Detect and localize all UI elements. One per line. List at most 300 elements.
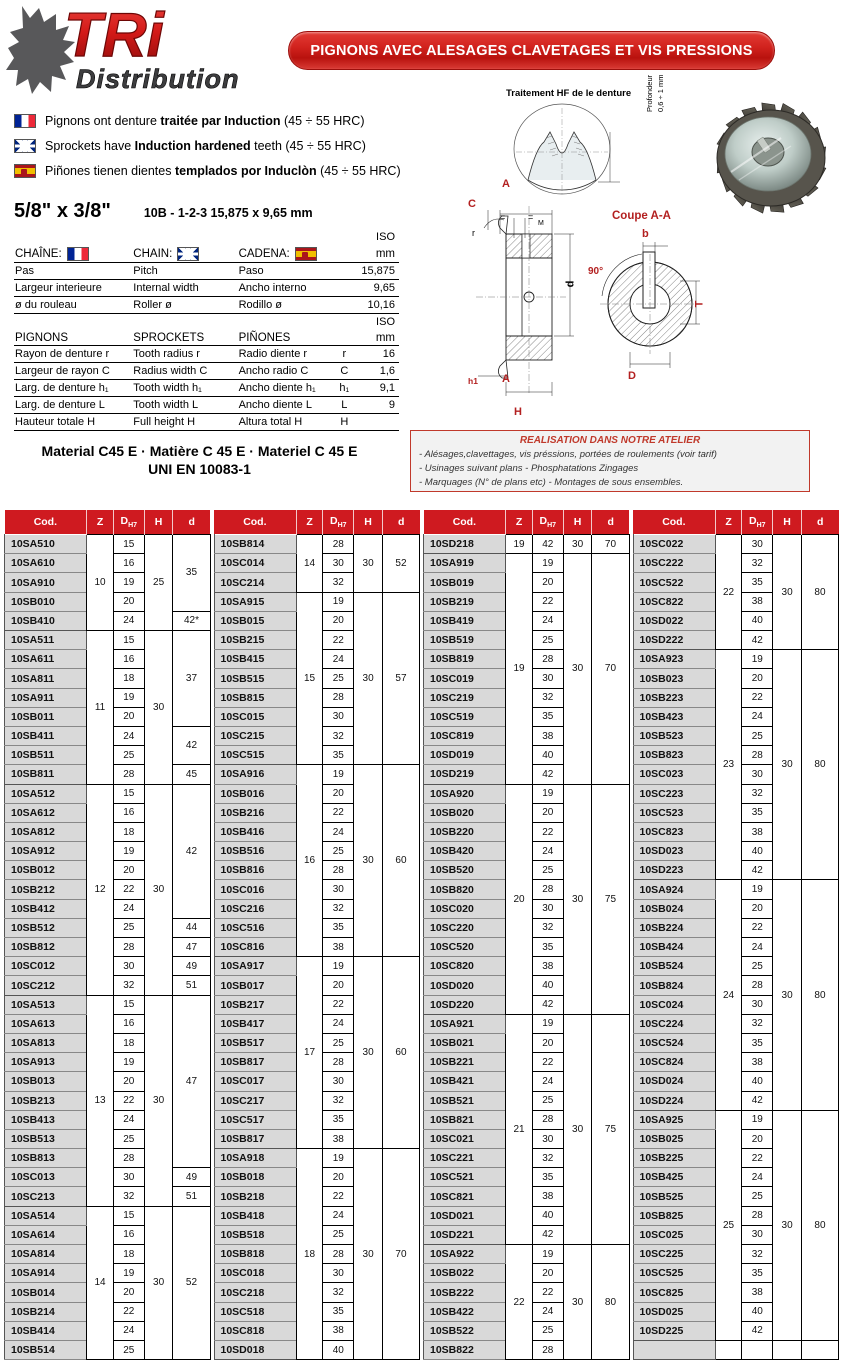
spec-es: Rodillo ø [238,297,333,314]
label-c: C [468,198,476,210]
spec-val: 10,16 [357,297,399,314]
cell-hub-h: 30 [354,592,383,765]
france-flag-icon [14,114,36,128]
cell-bore-d: 16 [113,650,144,669]
cell-bore-d: 42 [532,995,563,1014]
cell-bore-d: 15 [113,995,144,1014]
cell-bore-d: 25 [532,631,563,650]
cell-code: 10SC022 [633,535,715,554]
cell-bore-d: 24 [742,707,773,726]
cell-code: 10SA920 [424,784,506,803]
cell-code: 10SB012 [5,861,87,880]
cell-bore-d: 32 [532,1149,563,1168]
cell-bore-d: 40 [742,842,773,861]
spec-val: 9 [357,397,399,414]
table-row[interactable] [424,784,630,803]
table-row[interactable] [633,880,839,899]
cell-code: 10SB020 [424,803,506,822]
cell-hub-h: 30 [144,784,173,995]
table-row[interactable] [633,1340,839,1359]
cell-code: 10SC520 [424,938,506,957]
cell-bore-d: 28 [113,765,144,784]
spec-val [357,414,399,431]
cell-code: 10SB516 [214,842,296,861]
chain-iso-ref: 10B - 1-2-3 15,875 x 9,65 mm [143,206,313,220]
workshop-line: - Alésages,clavettages, vis préssions, portées de roulements (voir tarif) [419,449,717,460]
cell-bore-d: 30 [532,1129,563,1148]
cell-hub-diameter-d: 49 [173,1168,210,1187]
column-header-d: $D_{H7}$ [532,510,563,535]
cell-code: 10SA612 [5,803,87,822]
cell-bore-d: 42 [742,1091,773,1110]
cell-code: 10SC214 [214,573,296,592]
page-title: PIGNONS AVEC ALESAGES CLAVETAGES ET VIS PRESSIONS [310,42,753,59]
cell-teeth-count: 19 [506,554,533,784]
cell-code: 10SC523 [633,803,715,822]
table-row[interactable] [633,650,839,669]
cell-bore-d: 38 [323,1129,354,1148]
cell-bore-d: 32 [532,688,563,707]
cell-code: 10SC820 [424,957,506,976]
language-text-es: Piñones tienen dientes templados por Induclòn (45 ÷ 55 HRC) [45,163,401,178]
spec-es: Ancho diente L [238,397,333,414]
cell-code: 10SD019 [424,746,506,765]
table-row[interactable] [424,1245,630,1264]
material-line-1: Material C45 E · Matière C 45 E · Materiel C 45 E [41,443,358,459]
spec-sym: C [333,363,357,380]
cell-hub-diameter-d: 35 [173,535,210,612]
cell-bore-d: 19 [742,1110,773,1129]
cell-bore-d: 30 [323,880,354,899]
chain-label-en: CHAIN: [132,245,237,263]
cell-bore-d: 38 [532,957,563,976]
cell-code [633,1340,715,1359]
cell-bore-d: 30 [742,995,773,1014]
cell-code: 10SC012 [5,957,87,976]
table-row[interactable] [424,535,630,554]
spec-en: Roller ø [132,297,237,314]
cell-bore-d: 19 [532,784,563,803]
cell-teeth-count: 22 [715,535,742,650]
cell-bore-d: 22 [323,1187,354,1206]
cell-bore-d: 24 [323,1206,354,1225]
cell-bore-d: 22 [323,631,354,650]
spec-row [14,346,399,363]
table-row[interactable] [214,592,420,611]
cell-code: 10SA915 [214,592,296,611]
cell-bore-d: 25 [532,1321,563,1340]
cell-bore-d: 19 [323,1149,354,1168]
cell-code: 10SA921 [424,1014,506,1033]
cell-bore-d: 18 [113,1245,144,1264]
cell-bore-d: 32 [323,1283,354,1302]
cell-code: 10SB410 [5,611,87,630]
table-row[interactable] [5,631,211,650]
cell-hub-diameter-d: 57 [382,592,419,765]
section-aa-drawing [588,226,738,386]
table-row[interactable] [5,995,211,1014]
cell-bore-d: 24 [532,1302,563,1321]
cell-bore-d: 15 [113,1206,144,1225]
cell-code: 10SB022 [424,1264,506,1283]
cell-bore-d: 20 [323,976,354,995]
cell-code: 10SB217 [214,995,296,1014]
spec-val: 16 [357,346,399,363]
cell-code: 10SB419 [424,611,506,630]
cell-bore-d: 28 [323,861,354,880]
cell-bore-d: 38 [742,592,773,611]
cell-code: 10SB417 [214,1014,296,1033]
spec-val: 15,875 [357,263,399,280]
cell-bore-d: 19 [113,688,144,707]
table-block [4,510,211,1360]
iso-label-2: ISO [376,316,395,328]
cell-bore-d: 28 [113,1149,144,1168]
material-note [12,443,387,477]
label-a-bottom: A [502,373,510,385]
cell-code: 10SC824 [633,1053,715,1072]
cell-bore-d: 32 [113,976,144,995]
spec-en: Tooth width L [132,397,237,414]
cell-code: 10SB525 [633,1187,715,1206]
cell-teeth-count: 20 [506,784,533,1014]
cell-teeth-count: 24 [715,880,742,1110]
cell-hub-diameter-d: 75 [592,784,629,1014]
table-row[interactable] [633,1110,839,1129]
cell-teeth-count: 10 [87,535,114,631]
cell-code: 10SB524 [633,957,715,976]
table-row[interactable] [5,784,211,803]
cell-hub-diameter-d: 80 [801,535,838,650]
cell-code: 10SC024 [633,995,715,1014]
cell-bore-d: 20 [742,669,773,688]
cell-bore-d: 35 [323,1110,354,1129]
cell-bore-d: 20 [742,899,773,918]
spec-row [14,363,399,380]
table-block [423,510,630,1360]
cell-bore-d: 25 [113,1129,144,1148]
cell-code: 10SB519 [424,631,506,650]
cell-bore-d: 32 [532,918,563,937]
language-row-en [14,133,484,158]
spec-row [14,280,399,297]
cell-code: 10SB815 [214,688,296,707]
cell-hub-diameter-d: 47 [173,995,210,1168]
label-d-outer: d [564,280,577,288]
cell-hub-diameter-d: 51 [173,976,210,995]
spec-val: 9,65 [357,280,399,297]
cell-bore-d: 40 [742,1072,773,1091]
chain-specifications [14,200,399,431]
cell-bore-d: 15 [113,535,144,554]
cell-bore-d: 20 [323,784,354,803]
cell-teeth-count: 19 [506,535,533,554]
cell-code: 10SB420 [424,842,506,861]
spec-es: Ancho interno [238,280,333,297]
cell-code: 10SC525 [633,1264,715,1283]
cell-bore-d: 30 [742,765,773,784]
cell-code: 10SD218 [424,535,506,554]
cell-code: 10SB021 [424,1033,506,1052]
spain-flag-icon-small [295,247,317,261]
cell-bore-d: 35 [532,938,563,957]
language-text-en: Sprockets have Induction hardened teeth (45 ÷ 55 HRC) [45,138,366,153]
cell-code: 10SC016 [214,880,296,899]
table-row[interactable] [214,535,420,554]
label-m: M [538,220,544,227]
cell-code: 10SB814 [214,535,296,554]
cell-hub-h: 30 [144,995,173,1206]
cell-code: 10SA919 [424,554,506,573]
table-row[interactable] [5,1206,211,1225]
cell-bore-d: 38 [323,1321,354,1340]
column-header-d: d [801,510,838,535]
cell-code: 10SB212 [5,880,87,899]
cell-code: 10SA923 [633,650,715,669]
cell-bore-d: 35 [742,1264,773,1283]
cell-bore-d: 19 [113,1264,144,1283]
cell-code: 10SC015 [214,707,296,726]
column-header-d: d [173,510,210,535]
cell-teeth-count: 22 [506,1245,533,1360]
cell-code: 10SB819 [424,650,506,669]
label-t: T [693,300,706,308]
cell-code: 10SB215 [214,631,296,650]
logo-distribution-text [76,62,266,101]
cell-bore-d: 42 [532,765,563,784]
cell-bore-d: 35 [532,707,563,726]
cell-bore-d: 24 [742,938,773,957]
cell-bore-d: 22 [113,1302,144,1321]
cell-hub-h: 30 [773,880,802,1110]
column-header-cod: Cod. [633,510,715,535]
cell-bore-d: 35 [323,1302,354,1321]
cell-code: 10SC017 [214,1072,296,1091]
cell-bore-d: 30 [532,899,563,918]
cell-code: 10SB823 [633,746,715,765]
cell-code: 10SB221 [424,1053,506,1072]
cell-code: 10SB225 [633,1149,715,1168]
cell-code: 10SC524 [633,1033,715,1052]
cell-code: 10SC825 [633,1283,715,1302]
cell-code: 10SB520 [424,861,506,880]
cell-code: 10SC816 [214,938,296,957]
cell-code: 10SB518 [214,1225,296,1244]
cell-bore-d: 30 [113,1168,144,1187]
cell-bore-d: 19 [113,1053,144,1072]
cell-bore-d: 22 [742,688,773,707]
cell-code: 10SA918 [214,1149,296,1168]
cell-bore-d: 24 [113,1110,144,1129]
spec-fr: Largeur interieure [14,280,132,297]
cell-code: 10SB413 [5,1110,87,1129]
cell-bore-d: 19 [742,880,773,899]
cell-bore-d: 22 [532,1283,563,1302]
cell-code: 10SA613 [5,1014,87,1033]
cell-code: 10SB412 [5,899,87,918]
cell-teeth-count: 17 [296,957,323,1149]
cell-code: 10SB822 [424,1340,506,1359]
workshop-title: REALISATION DANS NOTRE ATELIER [519,435,701,446]
cell-code: 10SC219 [424,688,506,707]
cell-code: 10SB517 [214,1033,296,1052]
language-text-fr: Pignons ont denture traitée par Induction (45 ÷ 55 HRC) [45,113,365,128]
cell-bore-d: 22 [532,1053,563,1072]
cell-bore-d: 25 [532,861,563,880]
cell-hub-h: 30 [773,1110,802,1340]
cell-code: 10SD018 [214,1340,296,1359]
cell-code: 10SB411 [5,726,87,745]
cell-hub-diameter-d: 80 [801,880,838,1110]
cell-hub-diameter-d: 49 [173,957,210,976]
cell-bore-d: 18 [113,669,144,688]
cell-bore-d: 35 [742,573,773,592]
spec-sym: H [333,414,357,431]
column-header-cod: Cod. [5,510,87,535]
cell-code: 10SC217 [214,1091,296,1110]
cell-bore-d: 32 [742,554,773,573]
cell-code: 10SA912 [5,842,87,861]
data-table [423,510,630,1360]
cell-bore-d: 38 [742,822,773,841]
spec-es: Altura total H [238,414,333,431]
cell-code: 10SC013 [5,1168,87,1187]
cell-code: 10SB817 [214,1129,296,1148]
cell-teeth-count: 25 [715,1110,742,1340]
cell-hub-diameter-d: 80 [801,650,838,880]
column-header-z: Z [296,510,323,535]
sprocket-data-table [4,510,839,1360]
cell-code: 10SB824 [633,976,715,995]
cell-code: 10SB223 [633,688,715,707]
cell-code: 10SB817 [214,1053,296,1072]
cell-hub-diameter-d: 70 [382,1149,419,1360]
workshop-services-box [410,430,810,492]
label-angle: 90° [588,266,604,277]
sprocket-label-es: PIÑONES [238,330,333,346]
cell-code: 10SC215 [214,726,296,745]
sprocket-header-row [14,330,399,346]
cell-bore-d: 35 [742,803,773,822]
cell-code: 10SD221 [424,1225,506,1244]
table-row[interactable] [633,535,839,554]
cell-code: 10SC222 [633,554,715,573]
cell-hub-diameter-d [801,1340,838,1359]
mm-label-2: mm [357,330,399,346]
spec-fr: Largeur de rayon C [14,363,132,380]
cell-code: 10SB214 [5,1302,87,1321]
cell-bore-d: 30 [113,957,144,976]
table-header-row [5,510,211,535]
cell-bore-d: 30 [323,1072,354,1091]
label-a-top: A [502,178,510,190]
cell-bore-d: 19 [532,1014,563,1033]
cell-bore-d: 28 [532,650,563,669]
cell-bore-d: 30 [323,554,354,573]
cell-code: 10SD220 [424,995,506,1014]
cell-code: 10SB218 [214,1187,296,1206]
cell-bore-d: 20 [113,1283,144,1302]
cell-hub-diameter-d: 70 [592,554,629,784]
table-row[interactable] [424,1014,630,1033]
cell-code: 10SA513 [5,995,87,1014]
column-header-z: Z [87,510,114,535]
cell-teeth-count: 11 [87,631,114,785]
cell-code: 10SA910 [5,573,87,592]
cell-hub-h: 30 [354,1149,383,1360]
cell-code: 10SB025 [633,1129,715,1148]
spec-en: Full height H [132,414,237,431]
cell-bore-d: 40 [742,611,773,630]
company-logo [6,4,276,96]
spec-table [14,229,399,431]
spec-iso-header-row-2 [14,314,399,331]
cell-code: 10SA512 [5,784,87,803]
table-row[interactable] [424,554,630,573]
cell-code: 10SD225 [633,1321,715,1340]
cell-code: 10SB816 [214,861,296,880]
cell-hub-h: 30 [354,535,383,593]
mm-label-1: mm [357,245,399,263]
cell-hub-diameter-d: 37 [173,631,210,727]
spec-en: Internal width [132,280,237,297]
spec-en: Tooth radius r [132,346,237,363]
cell-bore-d: 15 [113,631,144,650]
cell-hub-diameter-d: 60 [382,765,419,957]
cell-bore-d: 42 [742,631,773,650]
cell-code: 10SA510 [5,535,87,554]
cell-code: 10SC025 [633,1225,715,1244]
cell-teeth-count: 14 [87,1206,114,1360]
cell-code: 10SB011 [5,707,87,726]
cell-code: 10SC020 [424,899,506,918]
column-header-z: Z [715,510,742,535]
cell-bore-d: 20 [323,1168,354,1187]
cell-bore-d: 35 [323,918,354,937]
table-row[interactable] [214,957,420,976]
cell-hub-diameter-d: 75 [592,1014,629,1244]
cell-code: 10SB023 [633,669,715,688]
cell-code: 10SA511 [5,631,87,650]
cell-code: 10SB018 [214,1168,296,1187]
cell-bore-d: 24 [323,1014,354,1033]
column-header-d: $D_{H7}$ [323,510,354,535]
cell-code: 10SA925 [633,1110,715,1129]
cell-bore-d: 24 [532,1072,563,1091]
cell-bore-d: 24 [113,611,144,630]
cell-code: 10SA514 [5,1206,87,1225]
table-row[interactable] [5,535,211,554]
hf-treatment-title: Traitement HF de le denture [506,88,632,99]
cell-bore-d: 28 [532,880,563,899]
cell-hub-diameter-d: 42 [173,726,210,764]
table-row[interactable] [214,765,420,784]
cell-bore-d: 25 [113,746,144,765]
cell-hub-diameter-d: 45 [173,765,210,784]
cell-code: 10SA811 [5,669,87,688]
cell-bore-d: 25 [742,726,773,745]
spec-sym [333,297,357,314]
cell-bore-d: 16 [113,803,144,822]
column-header-d: $D_{H7}$ [113,510,144,535]
cell-code: 10SB512 [5,918,87,937]
cell-bore-d: 28 [323,1053,354,1072]
table-row[interactable] [214,1149,420,1168]
iso-label-1: ISO [376,231,395,243]
spec-en: Tooth width h₁ [132,380,237,397]
page-header [0,0,843,100]
cell-code: 10SB017 [214,976,296,995]
